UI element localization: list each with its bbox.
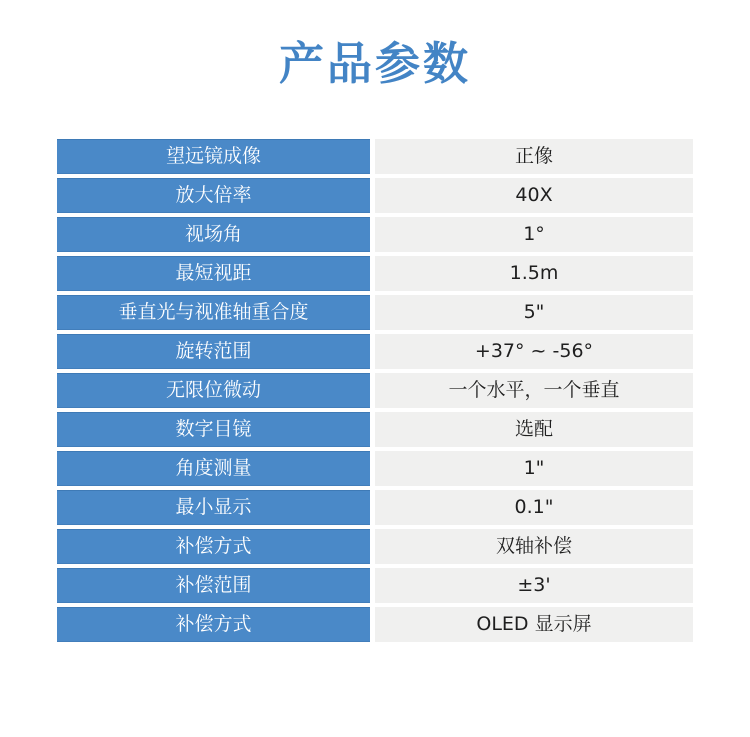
- spec-value: +37° ~ -56°: [375, 334, 693, 369]
- spec-label: 视场角: [57, 217, 370, 252]
- table-row: [57, 334, 693, 369]
- table-row: [57, 217, 693, 252]
- table-row: [57, 139, 693, 174]
- spec-label: 最小显示: [57, 490, 370, 525]
- table-row: [57, 529, 693, 564]
- page-title: 产品参数: [278, 37, 471, 90]
- spec-value: 5": [375, 295, 693, 330]
- spec-value: 1": [375, 451, 693, 486]
- spec-value: 0.1": [375, 490, 693, 525]
- spec-label: 补偿范围: [57, 568, 370, 603]
- spec-label: 无限位微动: [57, 373, 370, 408]
- table-row: [57, 607, 693, 642]
- spec-label: 最短视距: [57, 256, 370, 291]
- spec-label: 补偿方式: [57, 607, 370, 642]
- table-row: [57, 451, 693, 486]
- table-row: [57, 490, 693, 525]
- spec-value: 40X: [375, 178, 693, 213]
- spec-label: 望远镜成像: [57, 139, 370, 174]
- spec-value: ±3': [375, 568, 693, 603]
- table-row: [57, 412, 693, 447]
- table-row: [57, 178, 693, 213]
- table-row: [57, 256, 693, 291]
- spec-label: 角度测量: [57, 451, 370, 486]
- table-row: [57, 373, 693, 408]
- spec-label: 数字目镜: [57, 412, 370, 447]
- spec-value: 一个水平，一个垂直: [375, 373, 693, 408]
- table-row: [57, 295, 693, 330]
- spec-value: 选配: [375, 412, 693, 447]
- spec-table: [57, 139, 693, 642]
- spec-label: 垂直光与视准轴重合度: [57, 295, 370, 330]
- table-row: [57, 568, 693, 603]
- spec-value: 正像: [375, 139, 693, 174]
- spec-value: 1.5m: [375, 256, 693, 291]
- spec-value: 1°: [375, 217, 693, 252]
- spec-value: 双轴补偿: [375, 529, 693, 564]
- spec-label: 放大倍率: [57, 178, 370, 213]
- spec-label: 旋转范围: [57, 334, 370, 369]
- spec-label: 补偿方式: [57, 529, 370, 564]
- spec-value: OLED 显示屏: [375, 607, 693, 642]
